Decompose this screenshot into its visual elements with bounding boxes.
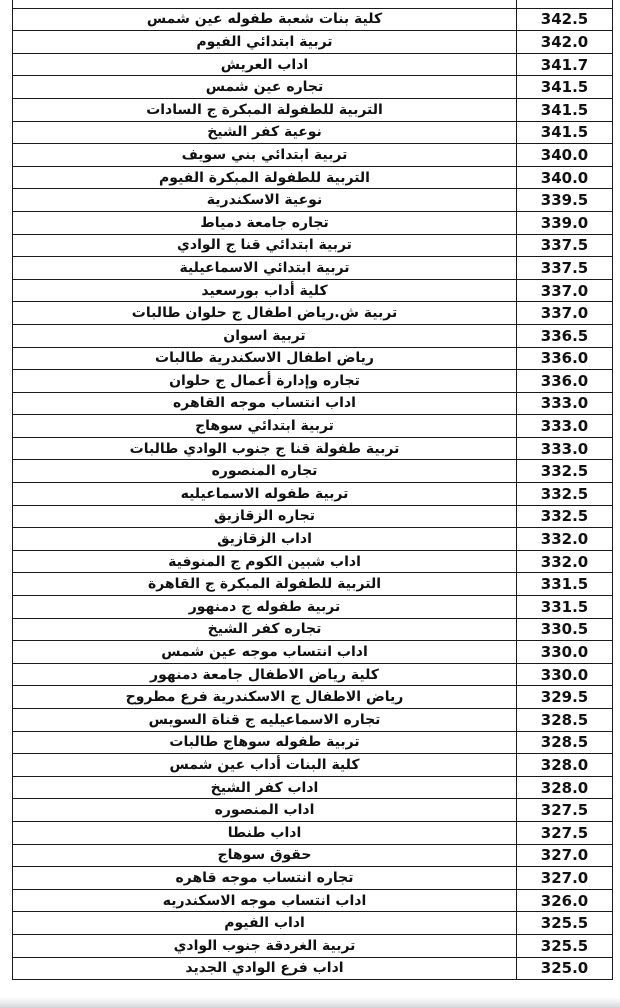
score-cell: 332.5: [517, 483, 613, 506]
faculty-name-cell: كلية بنات شعبة طفوله عين شمس: [13, 8, 517, 31]
table-row: [13, 437, 613, 460]
table-row: [13, 550, 613, 573]
score-cell: 341.5: [517, 98, 613, 121]
score-cell: 329.5: [517, 686, 613, 709]
faculty-name-cell: تربية ابتدائي سوهاج: [13, 415, 517, 438]
score-cell: 330.0: [517, 641, 613, 664]
faculty-name-cell: تربية طفوله سوهاج طالبات: [13, 731, 517, 754]
faculty-name-cell: كلية أداب بورسعيد: [13, 279, 517, 302]
table-row: [13, 641, 613, 664]
faculty-name-cell: تجاره وإدارة أعمال ج حلوان: [13, 370, 517, 393]
table-row: [13, 731, 613, 754]
faculty-name-cell: تجاره الزقازيق: [13, 505, 517, 528]
table-row: [13, 415, 613, 438]
table-row: [13, 912, 613, 935]
score-cell: 328.0: [517, 754, 613, 777]
score-cell: 336.0: [517, 370, 613, 393]
bottom-edge-shadow: [0, 997, 620, 1007]
faculty-name-cell: نوعية كفر الشيخ: [13, 121, 517, 144]
faculty-name-cell: تربية طفوله الاسماعيليه: [13, 483, 517, 506]
score-cell: 337.0: [517, 279, 613, 302]
table-row: [13, 189, 613, 212]
table-row: [13, 686, 613, 709]
table-row: [13, 821, 613, 844]
score-cell: 341.5: [517, 76, 613, 99]
table-row: [13, 618, 613, 641]
score-cell: 340.0: [517, 144, 613, 167]
score-cell: 327.5: [517, 799, 613, 822]
table-row: [13, 889, 613, 912]
faculty-name-cell: تربية الغردقة جنوب الوادي: [13, 934, 517, 957]
faculty-name-cell: اداب فرع الوادي الجديد: [13, 957, 517, 980]
faculty-name-cell: تجاره جامعة دمياط: [13, 211, 517, 234]
score-cell: 342.5: [517, 8, 613, 31]
table-row: [13, 166, 613, 189]
table-row: [13, 776, 613, 799]
score-cell: 331.5: [517, 596, 613, 619]
table-row: [13, 234, 613, 257]
faculty-name-cell: تربية ش.رياض اطفال ج حلوان طالبات: [13, 302, 517, 325]
faculty-name-cell: تربية ابتدائي الاسماعيلية: [13, 257, 517, 280]
faculty-name-cell: اداب العريش: [13, 53, 517, 76]
score-cell: 333.0: [517, 392, 613, 415]
table-row: [13, 957, 613, 980]
faculty-name-cell: نوعية الاسكندرية: [13, 189, 517, 212]
table-row: [13, 528, 613, 551]
score-cell: 332.0: [517, 550, 613, 573]
faculty-name-cell: اداب كفر الشيخ: [13, 776, 517, 799]
faculty-name-cell: كلية البنات أداب عين شمس: [13, 754, 517, 777]
score-cell: 327.0: [517, 844, 613, 867]
table-body: [13, 0, 613, 980]
table-row: [13, 76, 613, 99]
table-row: [13, 844, 613, 867]
table-row: [13, 392, 613, 415]
faculty-name-cell: تربية ابتدائي قنا ج الوادي: [13, 234, 517, 257]
faculty-name-cell: تجاره كفر الشيخ: [13, 618, 517, 641]
table-row: [13, 573, 613, 596]
table-row: [13, 347, 613, 370]
table-row: [13, 324, 613, 347]
faculty-name-cell: اداب انتساب موجه الاسكندريه: [13, 889, 517, 912]
faculty-name-cell: اداب طنطا: [13, 821, 517, 844]
faculty-name-cell: كلية رياض الاطفال جامعة دمنهور: [13, 663, 517, 686]
table-row: [13, 144, 613, 167]
score-cell: 325.5: [517, 912, 613, 935]
score-cell: 332.5: [517, 505, 613, 528]
score-cell: 328.5: [517, 731, 613, 754]
table-row: [13, 31, 613, 54]
table-row: [13, 257, 613, 280]
score-cell: 337.0: [517, 302, 613, 325]
score-cell: 337.5: [517, 234, 613, 257]
faculty-name-cell: تربية طفولة قنا ج جنوب الوادي طالبات: [13, 437, 517, 460]
faculty-name-cell: رياض اطفال الاسكندرية طالبات: [13, 347, 517, 370]
faculty-name-cell: تجاره المنصوره: [13, 460, 517, 483]
table-row: [13, 934, 613, 957]
table-row: [13, 0, 613, 8]
faculty-name-cell: رياض الاطفال ج الاسكندرية فرع مطروح: [13, 686, 517, 709]
table-row: [13, 483, 613, 506]
table-row: [13, 211, 613, 234]
score-cell: 326.0: [517, 889, 613, 912]
faculty-name-cell: [13, 0, 517, 8]
score-cell: 341.5: [517, 121, 613, 144]
score-cell: 327.0: [517, 867, 613, 890]
score-cell: [517, 0, 613, 8]
score-cell: 339.0: [517, 211, 613, 234]
score-cell: 341.7: [517, 53, 613, 76]
score-cell: 333.0: [517, 437, 613, 460]
table-row: [13, 53, 613, 76]
score-cell: 328.5: [517, 709, 613, 732]
table-row: [13, 709, 613, 732]
table-row: [13, 302, 613, 325]
score-cell: 342.0: [517, 31, 613, 54]
table-row: [13, 505, 613, 528]
score-cell: 336.0: [517, 347, 613, 370]
faculty-name-cell: التربية للطفولة المبكرة الفيوم: [13, 166, 517, 189]
table-row: [13, 663, 613, 686]
faculty-name-cell: اداب شبين الكوم ج المنوفية: [13, 550, 517, 573]
faculty-name-cell: تربية طفوله ج دمنهور: [13, 596, 517, 619]
faculty-name-cell: تجاره عين شمس: [13, 76, 517, 99]
table-row: [13, 754, 613, 777]
score-cell: 339.5: [517, 189, 613, 212]
score-cell: 327.5: [517, 821, 613, 844]
faculty-name-cell: تربية ابتدائي بني سويف: [13, 144, 517, 167]
faculty-name-cell: تجاره انتساب موجه قاهره: [13, 867, 517, 890]
table-row: [13, 867, 613, 890]
table-row: [13, 279, 613, 302]
faculty-name-cell: اداب الزقازيق: [13, 528, 517, 551]
faculty-name-cell: تربية ابتدائي الفيوم: [13, 31, 517, 54]
score-cell: 332.5: [517, 460, 613, 483]
table-row: [13, 596, 613, 619]
faculty-name-cell: التربية للطفولة المبكرة ج القاهرة: [13, 573, 517, 596]
table-row: [13, 98, 613, 121]
score-cell: 330.0: [517, 663, 613, 686]
faculty-name-cell: حقوق سوهاج: [13, 844, 517, 867]
score-cell: 340.0: [517, 166, 613, 189]
score-cell: 328.0: [517, 776, 613, 799]
faculty-name-cell: تجاره الاسماعيليه ج قناة السويس: [13, 709, 517, 732]
table-row: [13, 799, 613, 822]
table-row: [13, 121, 613, 144]
faculty-name-cell: التربية للطفولة المبكرة ج السادات: [13, 98, 517, 121]
score-cell: 325.5: [517, 934, 613, 957]
table-row: [13, 370, 613, 393]
score-cell: 333.0: [517, 415, 613, 438]
score-cell: 337.5: [517, 257, 613, 280]
score-cell: 336.5: [517, 324, 613, 347]
faculty-name-cell: اداب انتساب موجه القاهره: [13, 392, 517, 415]
table-row: [13, 8, 613, 31]
score-cell: 330.5: [517, 618, 613, 641]
faculty-name-cell: اداب انتساب موجه عين شمس: [13, 641, 517, 664]
faculty-name-cell: اداب الفيوم: [13, 912, 517, 935]
score-cell: 332.0: [517, 528, 613, 551]
score-cell: 325.0: [517, 957, 613, 980]
faculty-name-cell: اداب المنصوره: [13, 799, 517, 822]
faculty-name-cell: تربية اسوان: [13, 324, 517, 347]
table-row: [13, 460, 613, 483]
score-cell: 331.5: [517, 573, 613, 596]
admission-scores-table: [12, 0, 613, 980]
